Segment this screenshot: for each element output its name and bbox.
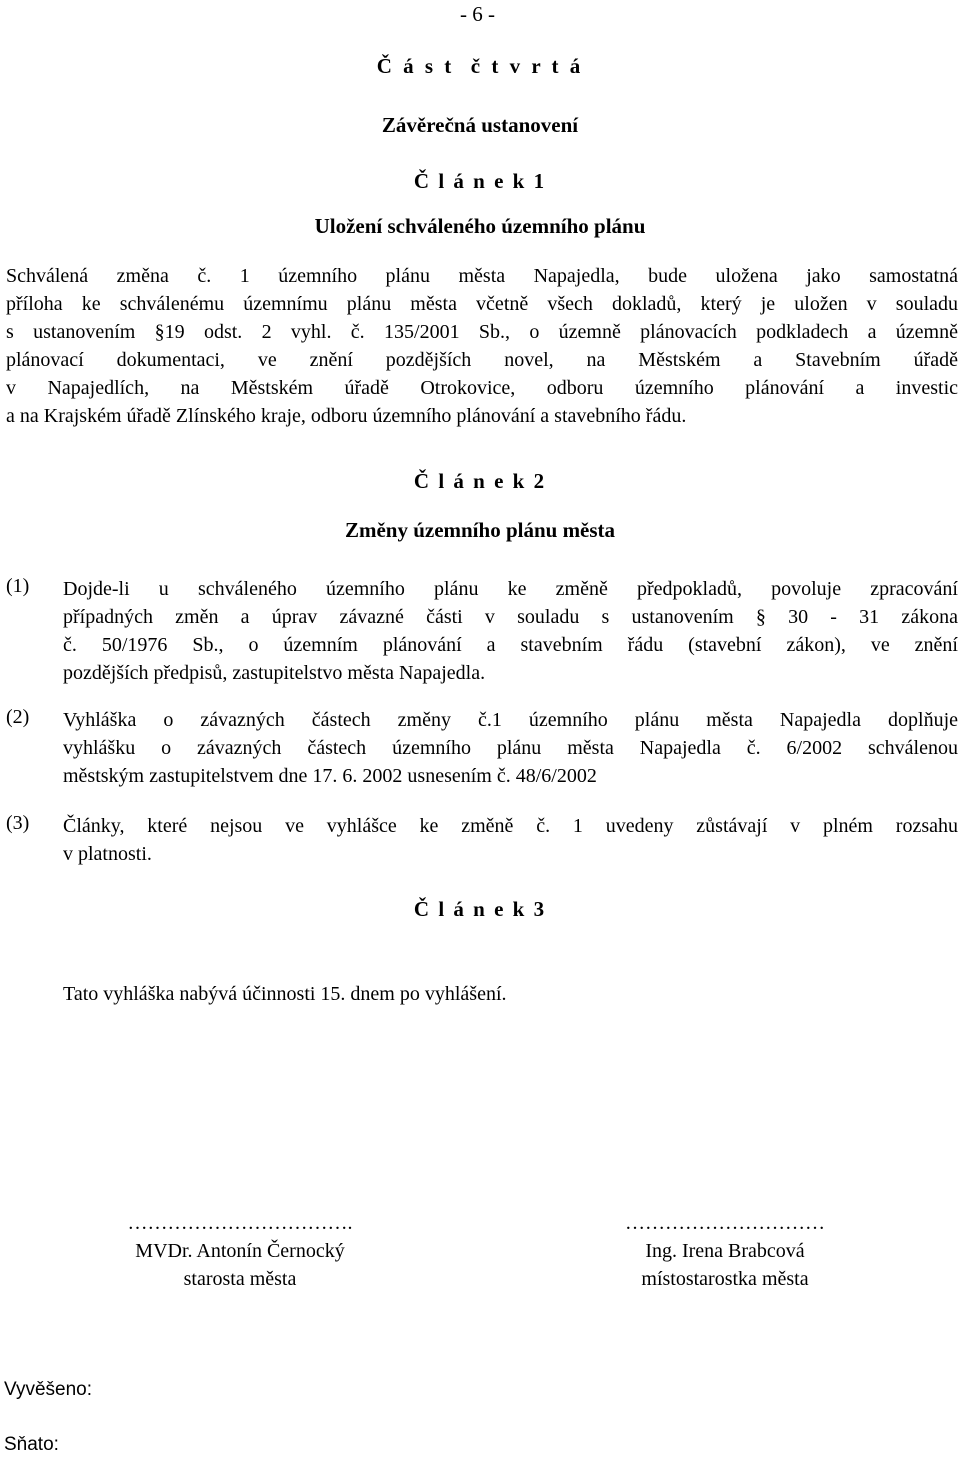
item-text — [63, 812, 958, 868]
item-line: č. 50/1976 Sb., o územním plánování a stavebním řádu (stavební zákon), ve znění — [63, 634, 958, 656]
item-line: případných změn a úprav závazné části v souladu s ustanovením § 30 - 31 zákona — [63, 606, 958, 628]
article1-heading: Č l á n e k 1 — [413, 169, 547, 193]
part-subtitle: Závěrečná ustanovení — [381, 113, 579, 137]
paragraph-line: Schválená změna č. 1 územního plánu města Napajedla, bude uložena jako samostatná — [6, 265, 958, 287]
paragraph-line: příloha ke schválenému územnímu plánu města včetně všech dokladů, který je uložen v souladu — [6, 293, 958, 315]
item-line: Vyhláška o závazných částech změny č.1 územního plánu města Napajedla doplňuje — [63, 709, 958, 731]
part-title: Č á s t č t v r t á — [376, 54, 584, 78]
item-line: Dojde-li u schváleného územního plánu ke změně předpokladů, povoluje zpracování — [63, 578, 958, 600]
signature-line: ……………………………. — [127, 1212, 353, 1234]
posted-label: Vyvěšeno: — [4, 1379, 93, 1400]
paragraph-line: a na Krajském úřadě Zlínského kraje, odboru územního plánování a stavebního řádu. — [6, 405, 687, 427]
article3-heading: Č l á n e k 3 — [413, 897, 547, 921]
item-line: vyhlášku o závazných částech územního plánu města Napajedla č. 6/2002 schválenou — [63, 737, 958, 759]
removed-label: Sňato: — [4, 1434, 59, 1455]
item-text — [63, 706, 958, 790]
signature-line: ………………………… — [625, 1212, 825, 1234]
signature-block-left — [60, 1212, 420, 1296]
paragraph-line: s ustanovením §19 odst. 2 vyhl. č. 135/2001 Sb., o územně plánovacích podkladech a územně — [6, 321, 958, 343]
item-line: Články, které nejsou ve vyhlášce ke změně č. 1 uvedeny zůstávají v plném rozsahu — [63, 815, 958, 837]
item-number: (1) — [6, 575, 30, 597]
item-line: pozdějších předpisů, zastupitelstvo města Napajedla. — [63, 662, 486, 684]
signature-block-right — [545, 1212, 905, 1296]
article2-title: Změny územního plánu města — [344, 518, 616, 542]
item-line: městským zastupitelstvem dne 17. 6. 2002 usnesením č. 48/6/2002 — [63, 765, 597, 787]
item-line: v platnosti. — [63, 843, 152, 865]
signatory-name: Ing. Irena Brabcová — [645, 1240, 805, 1262]
signatory-role: starosta města — [183, 1268, 297, 1290]
item-number: (3) — [6, 812, 30, 834]
article3-text: Tato vyhláška nabývá účinnosti 15. dnem po vyhlášení. — [63, 983, 507, 1005]
paragraph-line: v Napajedlích, na Městském úřadě Otrokovice, odboru územního plánování a investic — [6, 377, 958, 399]
paragraph-line: plánovací dokumentaci, ve znění pozdějších novel, na Městském a Stavebním úřadě — [6, 349, 958, 371]
article1-title: Uložení schváleného územního plánu — [314, 214, 646, 238]
article1-paragraph — [6, 262, 958, 430]
item-number: (2) — [6, 706, 30, 728]
page-number: - 6 - — [460, 2, 495, 26]
item-text — [63, 575, 958, 687]
signatory-role: místostarostka města — [641, 1268, 809, 1290]
article2-heading: Č l á n e k 2 — [413, 469, 547, 493]
signatory-name: MVDr. Antonín Černocký — [135, 1240, 345, 1262]
